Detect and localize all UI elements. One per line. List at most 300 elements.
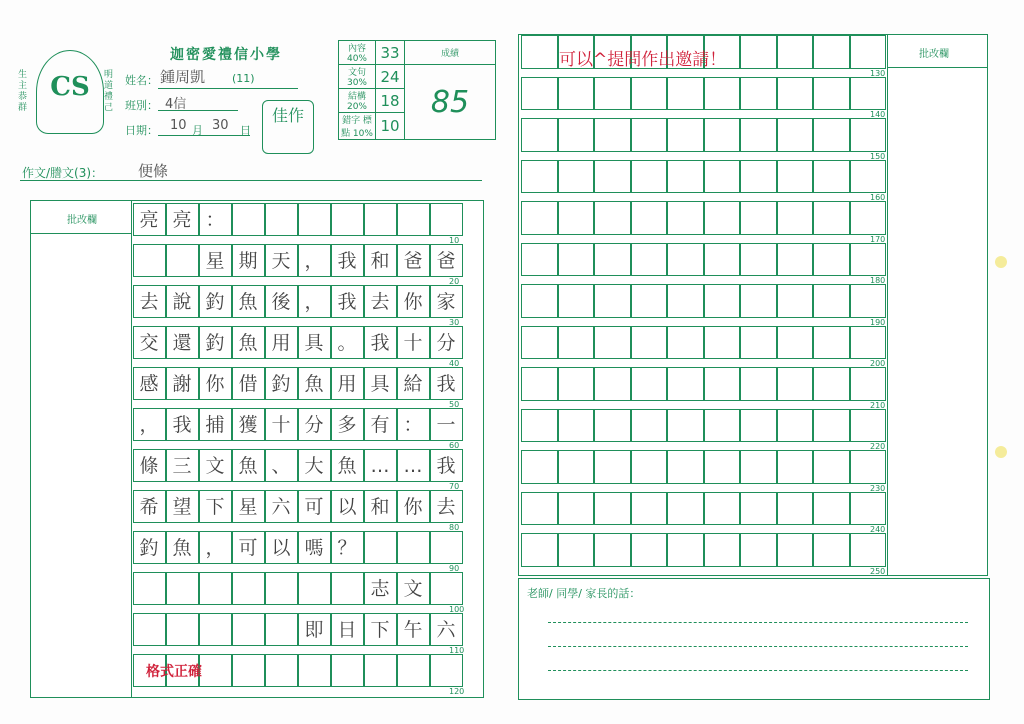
right-grid-cell[interactable] [850,326,887,360]
left-grid-cell[interactable] [430,449,463,482]
right-grid-cell[interactable] [777,77,814,111]
right-grid-cell[interactable] [558,367,595,401]
right-grid-cell[interactable] [740,533,777,567]
right-grid-cell[interactable] [667,118,704,152]
left-grid-cell[interactable] [133,244,166,277]
right-grid-cell[interactable] [813,492,850,526]
left-grid-cell[interactable] [298,244,331,277]
left-grid-cell[interactable] [265,654,298,687]
right-grid-cell[interactable] [850,243,887,277]
left-grid-cell[interactable] [430,367,463,400]
left-grid-cell[interactable] [133,285,166,318]
right-grid-cell[interactable] [667,243,704,277]
left-grid-cell[interactable] [364,531,397,564]
right-grid-cell[interactable] [813,201,850,235]
handwritten-character: 魚 [238,291,258,313]
left-grid-cell[interactable] [430,613,463,646]
right-grid-cell[interactable] [558,409,595,443]
left-grid-cell[interactable] [298,203,331,236]
left-grid-cell[interactable] [199,408,232,441]
left-grid-cell[interactable] [265,613,298,646]
left-grid-cell[interactable] [298,367,331,400]
left-grid-cell[interactable] [232,408,265,441]
left-grid-cell[interactable] [133,203,166,236]
left-grid-cell[interactable] [331,285,364,318]
left-grid-cell[interactable] [331,490,364,523]
right-grid-cell[interactable] [777,201,814,235]
right-grid-cell[interactable] [740,118,777,152]
left-grid-cell[interactable] [298,654,331,687]
right-grid-cell[interactable] [667,367,704,401]
left-grid-cell[interactable] [232,531,265,564]
left-grid-cell[interactable] [331,326,364,359]
left-grid-cell[interactable] [298,326,331,359]
handwritten-character: 望 [172,496,192,518]
right-grid-cell[interactable] [667,77,704,111]
left-grid-cell[interactable] [364,490,397,523]
right-grid-cell[interactable] [521,367,558,401]
right-grid-cell[interactable] [631,409,668,443]
left-grid-cell[interactable] [364,408,397,441]
stamp-text: 佳作 [271,106,304,125]
left-grid-cell[interactable] [397,531,430,564]
handwritten-character: 用 [271,332,291,354]
left-grid-cell[interactable] [298,613,331,646]
left-grid-cell[interactable] [331,572,364,605]
left-grid-cell[interactable] [232,244,265,277]
left-grid-cell[interactable] [133,613,166,646]
left-grid-cell[interactable] [265,326,298,359]
handwritten-character: 家 [436,291,456,313]
right-grid-cell[interactable] [631,201,668,235]
left-grid-cell[interactable] [232,613,265,646]
handwritten-character: 後 [271,291,291,313]
left-grid-cell[interactable] [199,326,232,359]
handwritten-character: 。 [337,332,357,354]
right-grid-cell[interactable] [704,77,741,111]
right-grid-cell[interactable] [704,160,741,194]
left-grid-cell[interactable] [232,326,265,359]
right-grid-cell[interactable] [740,367,777,401]
right-grid-cell[interactable] [667,201,704,235]
right-grid-cell[interactable] [631,326,668,360]
right-grid-cell[interactable] [813,409,850,443]
right-grid-cell[interactable] [521,118,558,152]
left-grid-cell[interactable] [331,654,364,687]
comment-line-3[interactable] [548,670,968,671]
left-grid-cell[interactable] [265,203,298,236]
left-grid-cell[interactable] [364,572,397,605]
right-grid-cell[interactable] [521,492,558,526]
left-sidebar-label: 批改欄 [67,215,97,226]
right-grid-cell[interactable] [777,409,814,443]
right-grid-cell[interactable] [777,492,814,526]
left-grid-cell[interactable] [364,613,397,646]
right-grid-cell[interactable] [740,450,777,484]
left-grid-cell[interactable] [232,490,265,523]
left-grid-cell[interactable] [364,244,397,277]
right-grid-cell[interactable] [704,367,741,401]
right-grid-cell[interactable] [813,450,850,484]
right-grid-cell[interactable] [777,35,814,69]
right-grid-cell[interactable] [813,243,850,277]
right-grid-cell[interactable] [850,533,887,567]
left-grid-cell[interactable] [397,326,430,359]
left-grid-cell[interactable] [232,572,265,605]
right-grid-cell[interactable] [521,35,558,69]
left-grid-cell[interactable] [199,203,232,236]
left-grid-cell[interactable] [298,531,331,564]
handwritten-character: 爸 [403,250,423,272]
handwritten-character: 條 [139,455,159,477]
right-grid-cell[interactable] [667,492,704,526]
left-grid-cell[interactable] [199,572,232,605]
right-grid-cell[interactable] [521,160,558,194]
right-grid-cell[interactable] [594,77,631,111]
left-grid-cell[interactable] [133,449,166,482]
handwritten-character: 午 [403,619,423,641]
left-grid-cell[interactable] [199,367,232,400]
right-grid-cell[interactable] [631,367,668,401]
right-grid-cell[interactable] [704,409,741,443]
class-number: (11) [232,72,255,85]
right-grid-cell[interactable] [813,118,850,152]
left-grid-cell[interactable] [232,367,265,400]
left-grid-cell[interactable] [166,203,199,236]
right-grid-cell[interactable] [777,243,814,277]
left-grid-cell[interactable] [265,572,298,605]
right-grid-cell[interactable] [740,160,777,194]
right-grid-cell[interactable] [740,243,777,277]
left-grid-cell[interactable] [298,408,331,441]
handwritten-character: 魚 [304,373,324,395]
class-value: 4信 [165,97,187,112]
right-grid-cell[interactable] [558,118,595,152]
left-grid-cell[interactable] [397,285,430,318]
left-grid-cell[interactable] [265,285,298,318]
right-grid-cell[interactable] [850,450,887,484]
right-grid-cell[interactable] [850,77,887,111]
right-grid-cell[interactable] [704,284,741,318]
left-grid-cell[interactable] [166,408,199,441]
left-sidebar-column-line [131,201,132,697]
comment-line-1[interactable] [548,622,968,623]
left-grid-cell[interactable] [430,408,463,441]
left-grid-cell[interactable] [397,203,430,236]
right-grid-cell[interactable] [667,326,704,360]
right-grid-cell[interactable] [777,533,814,567]
left-grid-cell[interactable] [397,654,430,687]
right-grid-cell[interactable] [777,118,814,152]
right-grid-cell[interactable] [740,201,777,235]
right-grid-cell[interactable] [594,409,631,443]
handwritten-character: ： [205,209,225,231]
right-grid-cell[interactable] [594,243,631,277]
left-grid-cell[interactable] [364,326,397,359]
handwritten-character: 我 [436,373,456,395]
left-grid-cell[interactable] [331,531,364,564]
right-grid-cell[interactable] [594,367,631,401]
right-grid-cell[interactable] [558,201,595,235]
handwritten-character: 分 [436,332,456,354]
handwritten-character: 即 [304,619,324,641]
handwritten-character: 我 [337,250,357,272]
right-grid-cell[interactable] [594,326,631,360]
left-grid-cell[interactable] [199,531,232,564]
left-grid-cell[interactable] [166,285,199,318]
handwritten-character: 感 [139,373,159,395]
left-grid-cell[interactable] [199,654,232,687]
right-grid-cell[interactable] [667,450,704,484]
right-grid-cell[interactable] [631,492,668,526]
handwritten-character: 六 [436,619,456,641]
right-grid-cell[interactable] [521,77,558,111]
right-grid-cell[interactable] [704,450,741,484]
handwritten-character: 日 [337,619,357,641]
right-grid-cell[interactable] [777,284,814,318]
right-grid-cell[interactable] [777,326,814,360]
left-grid-cell[interactable] [298,285,331,318]
binder-hole-top [995,256,1007,268]
right-grid-cell[interactable] [740,409,777,443]
right-grid-cell[interactable] [704,201,741,235]
right-grid-cell[interactable] [594,160,631,194]
left-grid-cell[interactable] [133,326,166,359]
left-grid-cell[interactable] [133,572,166,605]
handwritten-character: 我 [436,455,456,477]
left-grid-cell[interactable] [133,367,166,400]
right-grid-cell[interactable] [521,326,558,360]
left-grid-cell[interactable] [166,572,199,605]
left-grid-cell[interactable] [331,613,364,646]
right-grid-cell[interactable] [813,160,850,194]
right-grid-cell[interactable] [777,450,814,484]
right-grid-cell[interactable] [777,367,814,401]
left-grid-cell[interactable] [133,531,166,564]
right-grid-cell[interactable] [740,492,777,526]
right-grid-cell[interactable] [558,160,595,194]
right-grid-cell[interactable] [850,284,887,318]
left-grid-cell[interactable] [199,490,232,523]
right-grid-cell[interactable] [704,326,741,360]
left-grid-cell[interactable] [199,613,232,646]
left-grid-cell[interactable] [430,490,463,523]
right-grid-cell[interactable] [521,533,558,567]
right-grid-cell[interactable] [594,450,631,484]
left-grid-cell[interactable] [430,285,463,318]
left-grid-cell[interactable] [265,408,298,441]
left-grid-cell[interactable] [298,449,331,482]
right-grid-cell[interactable] [813,77,850,111]
left-grid-cell[interactable] [397,244,430,277]
right-grid-cell[interactable] [813,35,850,69]
left-grid-cell[interactable] [133,490,166,523]
left-grid-cell[interactable] [133,408,166,441]
right-grid-cell[interactable] [850,201,887,235]
right-grid-cell[interactable] [594,284,631,318]
right-grid-cell[interactable] [813,284,850,318]
left-grid-cell[interactable] [298,572,331,605]
handwritten-character: 我 [370,332,390,354]
left-grid-cell[interactable] [166,490,199,523]
right-grid-cell[interactable] [740,35,777,69]
handwritten-character: 亮 [139,209,159,231]
left-grid-cell[interactable] [199,244,232,277]
right-grid-cell[interactable] [813,326,850,360]
char-count-marker: 240 [870,525,886,534]
handwritten-character: 捕 [205,414,225,436]
left-grid-cell[interactable] [166,449,199,482]
left-grid-cell[interactable] [430,326,463,359]
right-grid-cell[interactable] [667,533,704,567]
char-count-marker: 70 [449,482,460,491]
left-grid-cell[interactable] [364,203,397,236]
left-grid-cell[interactable] [430,244,463,277]
right-grid-cell[interactable] [521,450,558,484]
right-grid-cell[interactable] [521,243,558,277]
right-grid-cell[interactable] [558,492,595,526]
left-grid-cell[interactable] [199,285,232,318]
comment-box [518,578,990,700]
right-grid-cell[interactable] [850,367,887,401]
left-grid-cell[interactable] [331,449,364,482]
right-grid-cell[interactable] [558,243,595,277]
right-grid-cell[interactable] [850,409,887,443]
left-grid-cell[interactable] [331,244,364,277]
left-grid-cell[interactable] [364,367,397,400]
left-grid-cell[interactable] [166,244,199,277]
char-count-marker: 130 [870,68,886,78]
left-grid-cell[interactable] [430,572,463,605]
left-grid-cell[interactable] [232,285,265,318]
right-grid-cell[interactable] [631,533,668,567]
left-grid-cell[interactable] [397,449,430,482]
left-grid-cell[interactable] [265,244,298,277]
right-grid-cell[interactable] [631,284,668,318]
right-grid-cell[interactable] [850,118,887,152]
handwritten-character: 星 [238,496,258,518]
handwritten-character: 下 [205,496,225,518]
left-grid-cell[interactable] [232,449,265,482]
right-grid-cell[interactable] [631,160,668,194]
left-grid-cell[interactable] [166,367,199,400]
left-grid-cell[interactable] [364,449,397,482]
score-header-structure: 結構 20% [339,89,376,113]
right-grid-cell[interactable] [594,492,631,526]
left-grid-cell[interactable] [430,654,463,687]
left-grid-cell[interactable] [397,367,430,400]
right-grid-cell[interactable] [667,284,704,318]
handwritten-character: 希 [139,496,159,518]
right-grid-cell[interactable] [850,492,887,526]
score-punctuation: 10 [376,113,405,140]
right-grid-cell[interactable] [777,160,814,194]
right-grid-cell[interactable] [850,35,887,69]
right-grid-cell[interactable] [850,160,887,194]
date-day: 30 [212,118,229,133]
char-count-marker: 30 [449,318,460,327]
right-grid-cell[interactable] [704,243,741,277]
left-grid-cell[interactable] [265,449,298,482]
right-grid-cell[interactable] [740,77,777,111]
handwritten-character: 釣 [139,537,159,559]
comment-line-2[interactable] [548,646,968,647]
left-grid-cell[interactable] [364,285,397,318]
right-grid-cell[interactable] [558,284,595,318]
left-grid-cell[interactable] [232,654,265,687]
left-grid-cell[interactable] [265,531,298,564]
right-grid-cell[interactable] [631,450,668,484]
left-grid-cell[interactable] [265,490,298,523]
handwritten-character: 魚 [238,332,258,354]
right-grid-cell[interactable] [594,118,631,152]
left-grid-cell[interactable] [430,203,463,236]
handwritten-character: 星 [205,250,225,272]
date-month: 10 [170,118,187,133]
handwritten-character: 具 [370,373,390,395]
date-day-unit: 日 [240,124,251,137]
right-grid-cell[interactable] [667,409,704,443]
left-grid-cell[interactable] [331,203,364,236]
char-count-marker: 10 [449,236,460,245]
right-grid-cell[interactable] [740,326,777,360]
right-grid-cell[interactable] [704,492,741,526]
class-label: 班別： [125,99,158,112]
char-count-marker: 210 [870,400,886,410]
right-grid-cell[interactable] [521,201,558,235]
right-grid-cell[interactable] [521,409,558,443]
right-grid-cell[interactable] [594,201,631,235]
binder-hole-bottom [995,446,1007,458]
right-grid-cell[interactable] [704,118,741,152]
right-grid-cell[interactable] [667,160,704,194]
left-grid-cell[interactable] [397,572,430,605]
right-grid-cell[interactable] [813,367,850,401]
handwritten-character: 分 [304,414,324,436]
left-grid-cell[interactable] [166,613,199,646]
right-grid-cell[interactable] [704,533,741,567]
left-grid-cell[interactable] [331,367,364,400]
left-grid-cell[interactable] [364,654,397,687]
right-grid-cell[interactable] [558,77,595,111]
right-grid-cell[interactable] [631,77,668,111]
right-grid-cell[interactable] [594,533,631,567]
left-grid-cell[interactable] [397,408,430,441]
char-count-marker: 20 [449,277,460,286]
left-grid-cell[interactable] [166,531,199,564]
right-grid-cell[interactable] [558,450,595,484]
char-count-marker: 160 [870,193,886,202]
left-writing-grid [30,200,484,698]
left-grid-cell[interactable] [331,408,364,441]
left-grid-cell[interactable] [397,613,430,646]
right-grid-cell[interactable] [558,533,595,567]
right-grid-cell[interactable] [740,284,777,318]
left-grid-cell[interactable] [397,490,430,523]
right-grid-cell[interactable] [558,326,595,360]
right-grid-cell[interactable] [631,243,668,277]
left-grid-cell[interactable] [166,326,199,359]
left-grid-cell[interactable] [232,203,265,236]
left-grid-cell[interactable] [199,449,232,482]
left-grid-cell[interactable] [430,531,463,564]
right-grid-cell[interactable] [813,533,850,567]
handwritten-character: 我 [172,414,192,436]
left-grid-cell[interactable] [265,367,298,400]
left-grid-cell[interactable] [298,490,331,523]
right-grid-cell[interactable] [521,284,558,318]
right-grid-cell[interactable] [631,118,668,152]
